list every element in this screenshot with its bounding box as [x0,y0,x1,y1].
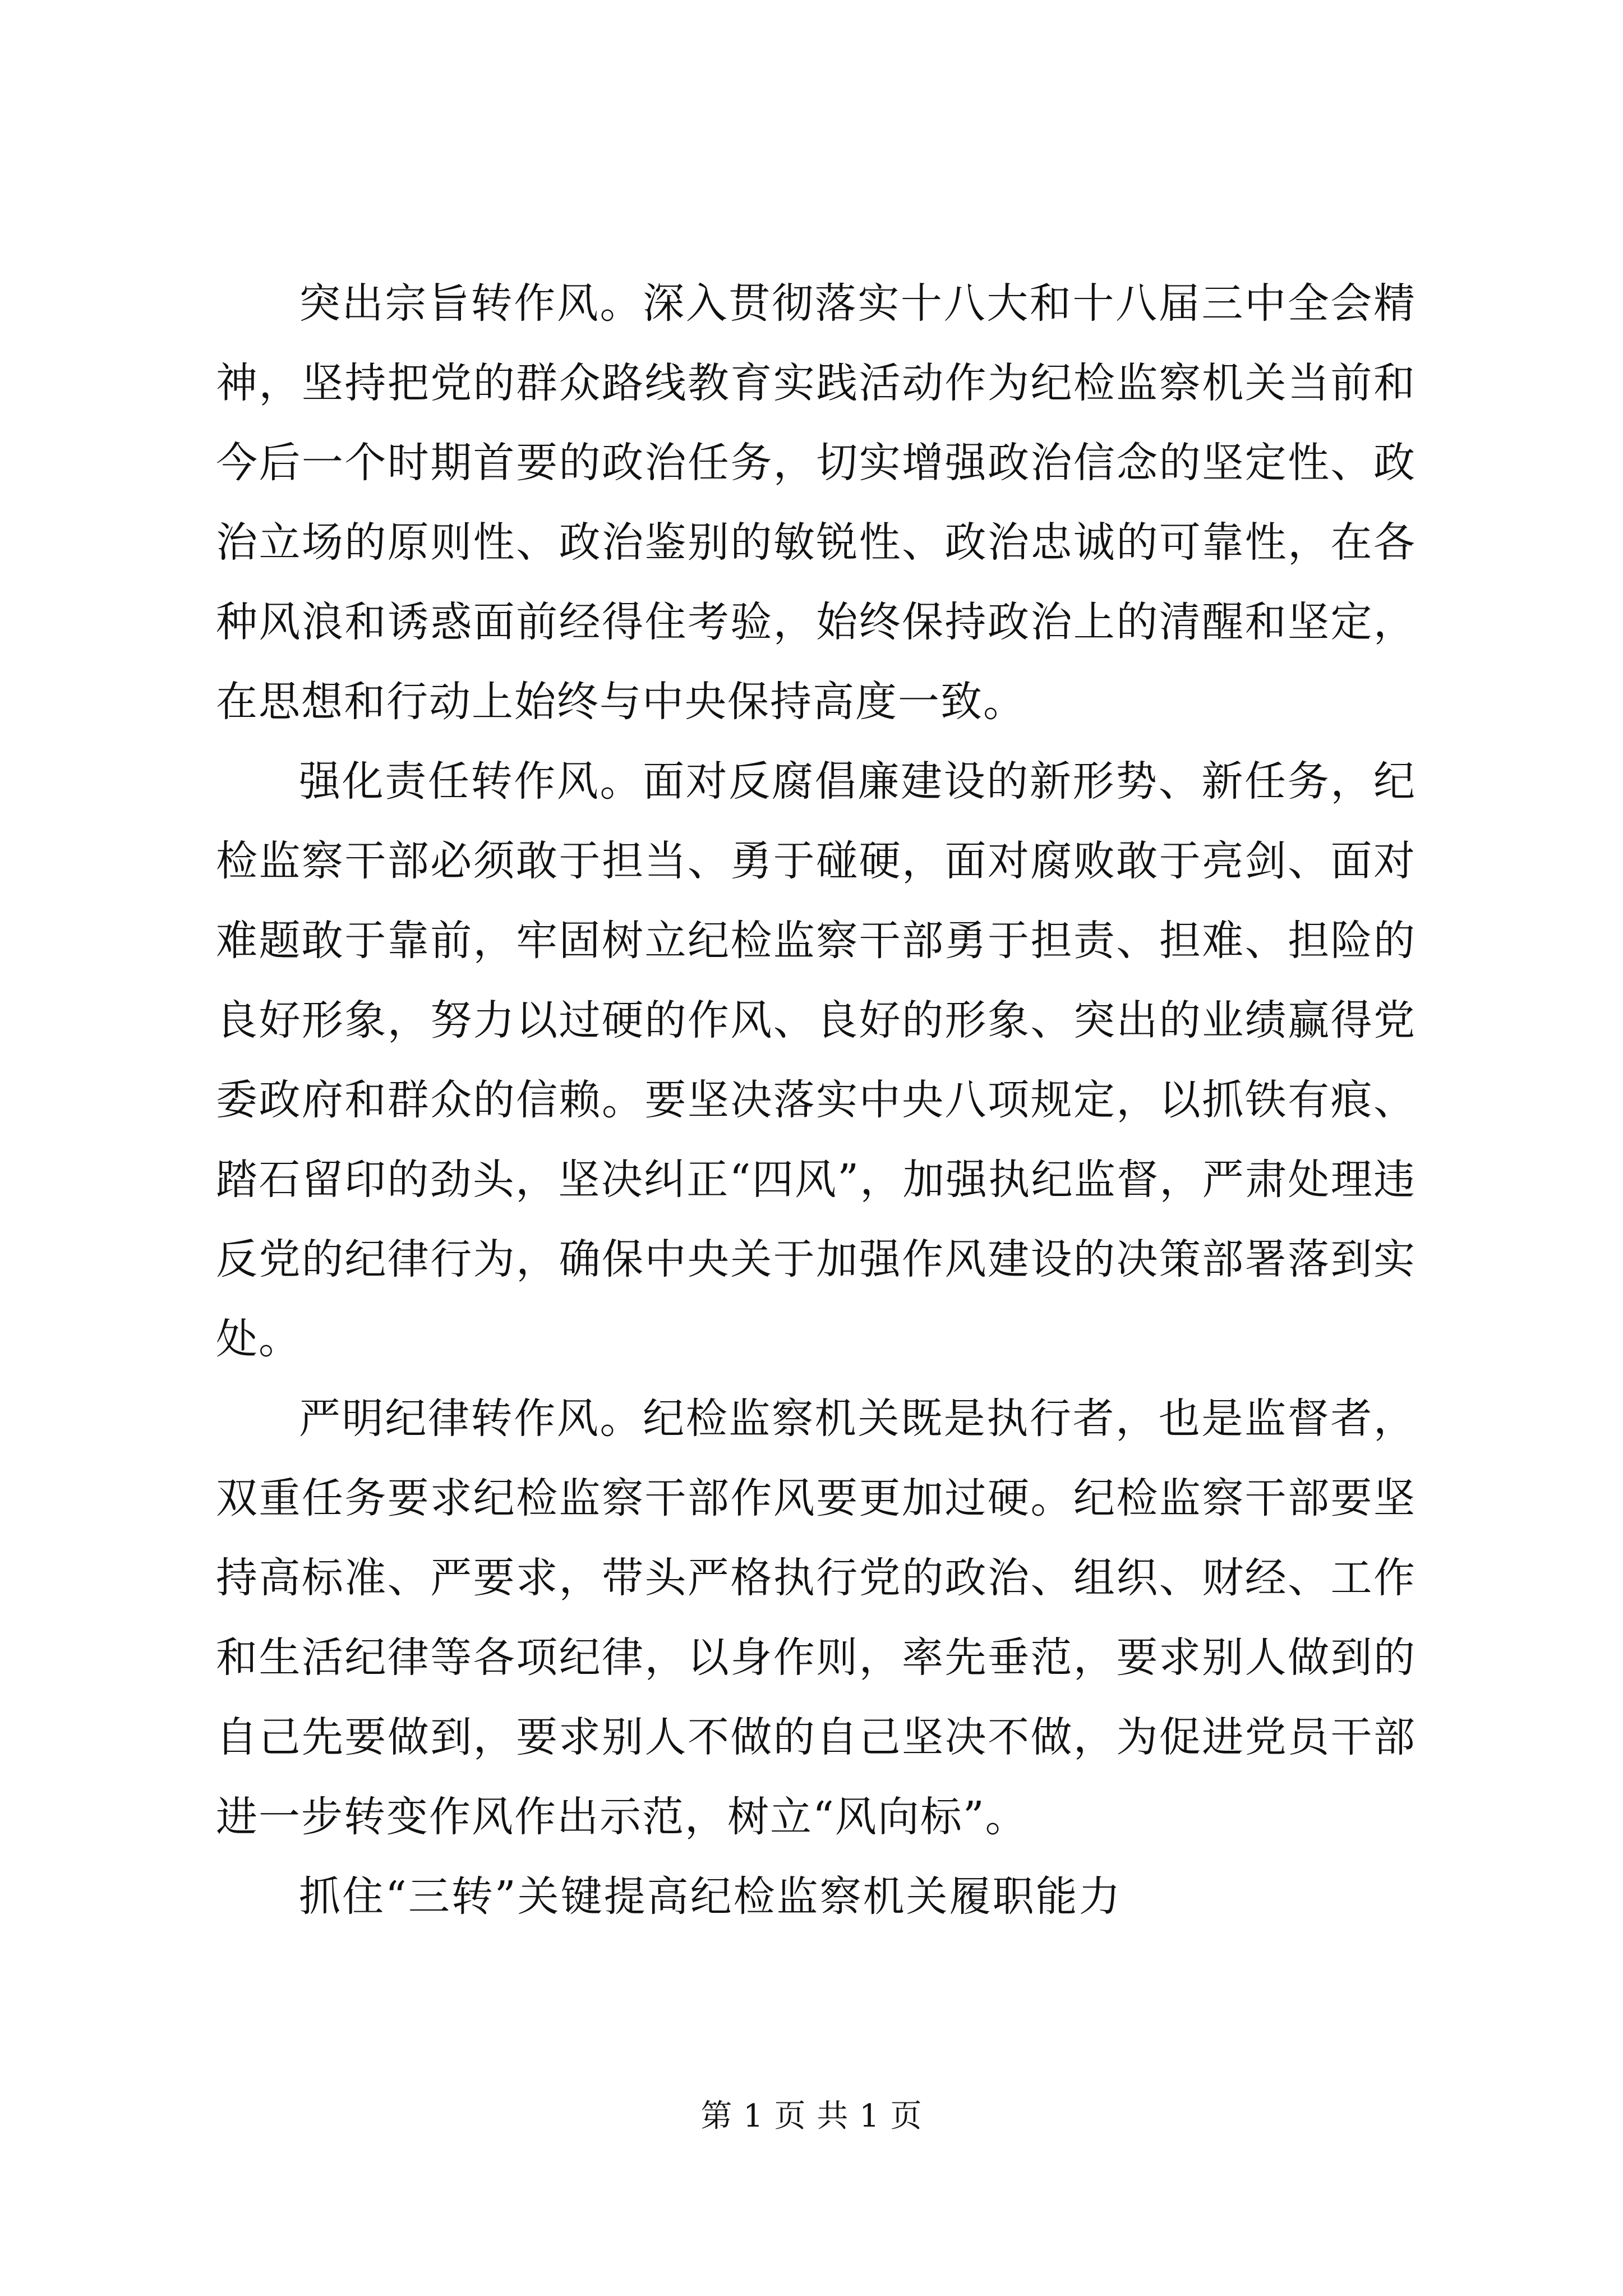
paragraph-1: 突出宗旨转作风。深入贯彻落实十八大和十八届三中全会精神，坚持把党的群众路线教育实践活动作为纪检监察机关当前和今后一个时期首要的政治任务，切实增强政治信念的坚定性、政治立场的原则性、政治鉴别的敏锐性、政治忠诚的可靠性，在各种风浪和诱惑面前经得住考验，始终保持政治上的清醒和坚定，在思想和行动上始终与中央保持高度一致。 [216,279,1416,726]
page-footer: 第 1 页 共 1 页 [700,2098,923,2134]
paragraph-2: 强化责任转作风。面对反腐倡廉建设的新形势、新任务，纪检监察干部必须敢于担当、勇于碰硬，面对腐败敢于亮剑、面对难题敢于靠前，牢固树立纪检监察干部勇于担责、担难、担险的良好形象，努力以过硬的作风、良好的形象、突出的业绩赢得党委政府和群众的信赖。要坚决落实中央八项规定，以抓铁有痕、踏石留印的劲头，坚决纠正“四风”，加强执纪监督，严肃处理违反党的纪律行为，确保中央关于加强作风建设的决策部署落到实处。 [216,757,1416,1363]
paragraph-3: 严明纪律转作风。纪检监察机关既是执行者，也是监督者，双重任务要求纪检监察干部作风要更加过硬。纪检监察干部要坚持高标准、严要求，带头严格执行党的政治、组织、财经、工作和生活纪律等各项纪律，以身作则，率先垂范，要求别人做到的自己先要做到，要求别人不做的自己坚决不做，为促进党员干部进一步转变作风作出示范，树立“风向标”。 [216,1395,1416,1841]
paragraph-4-heading: 抓住“三转”关键提高纪检监察机关履职能力 [299,1872,1122,1921]
document-body [216,264,1416,1936]
